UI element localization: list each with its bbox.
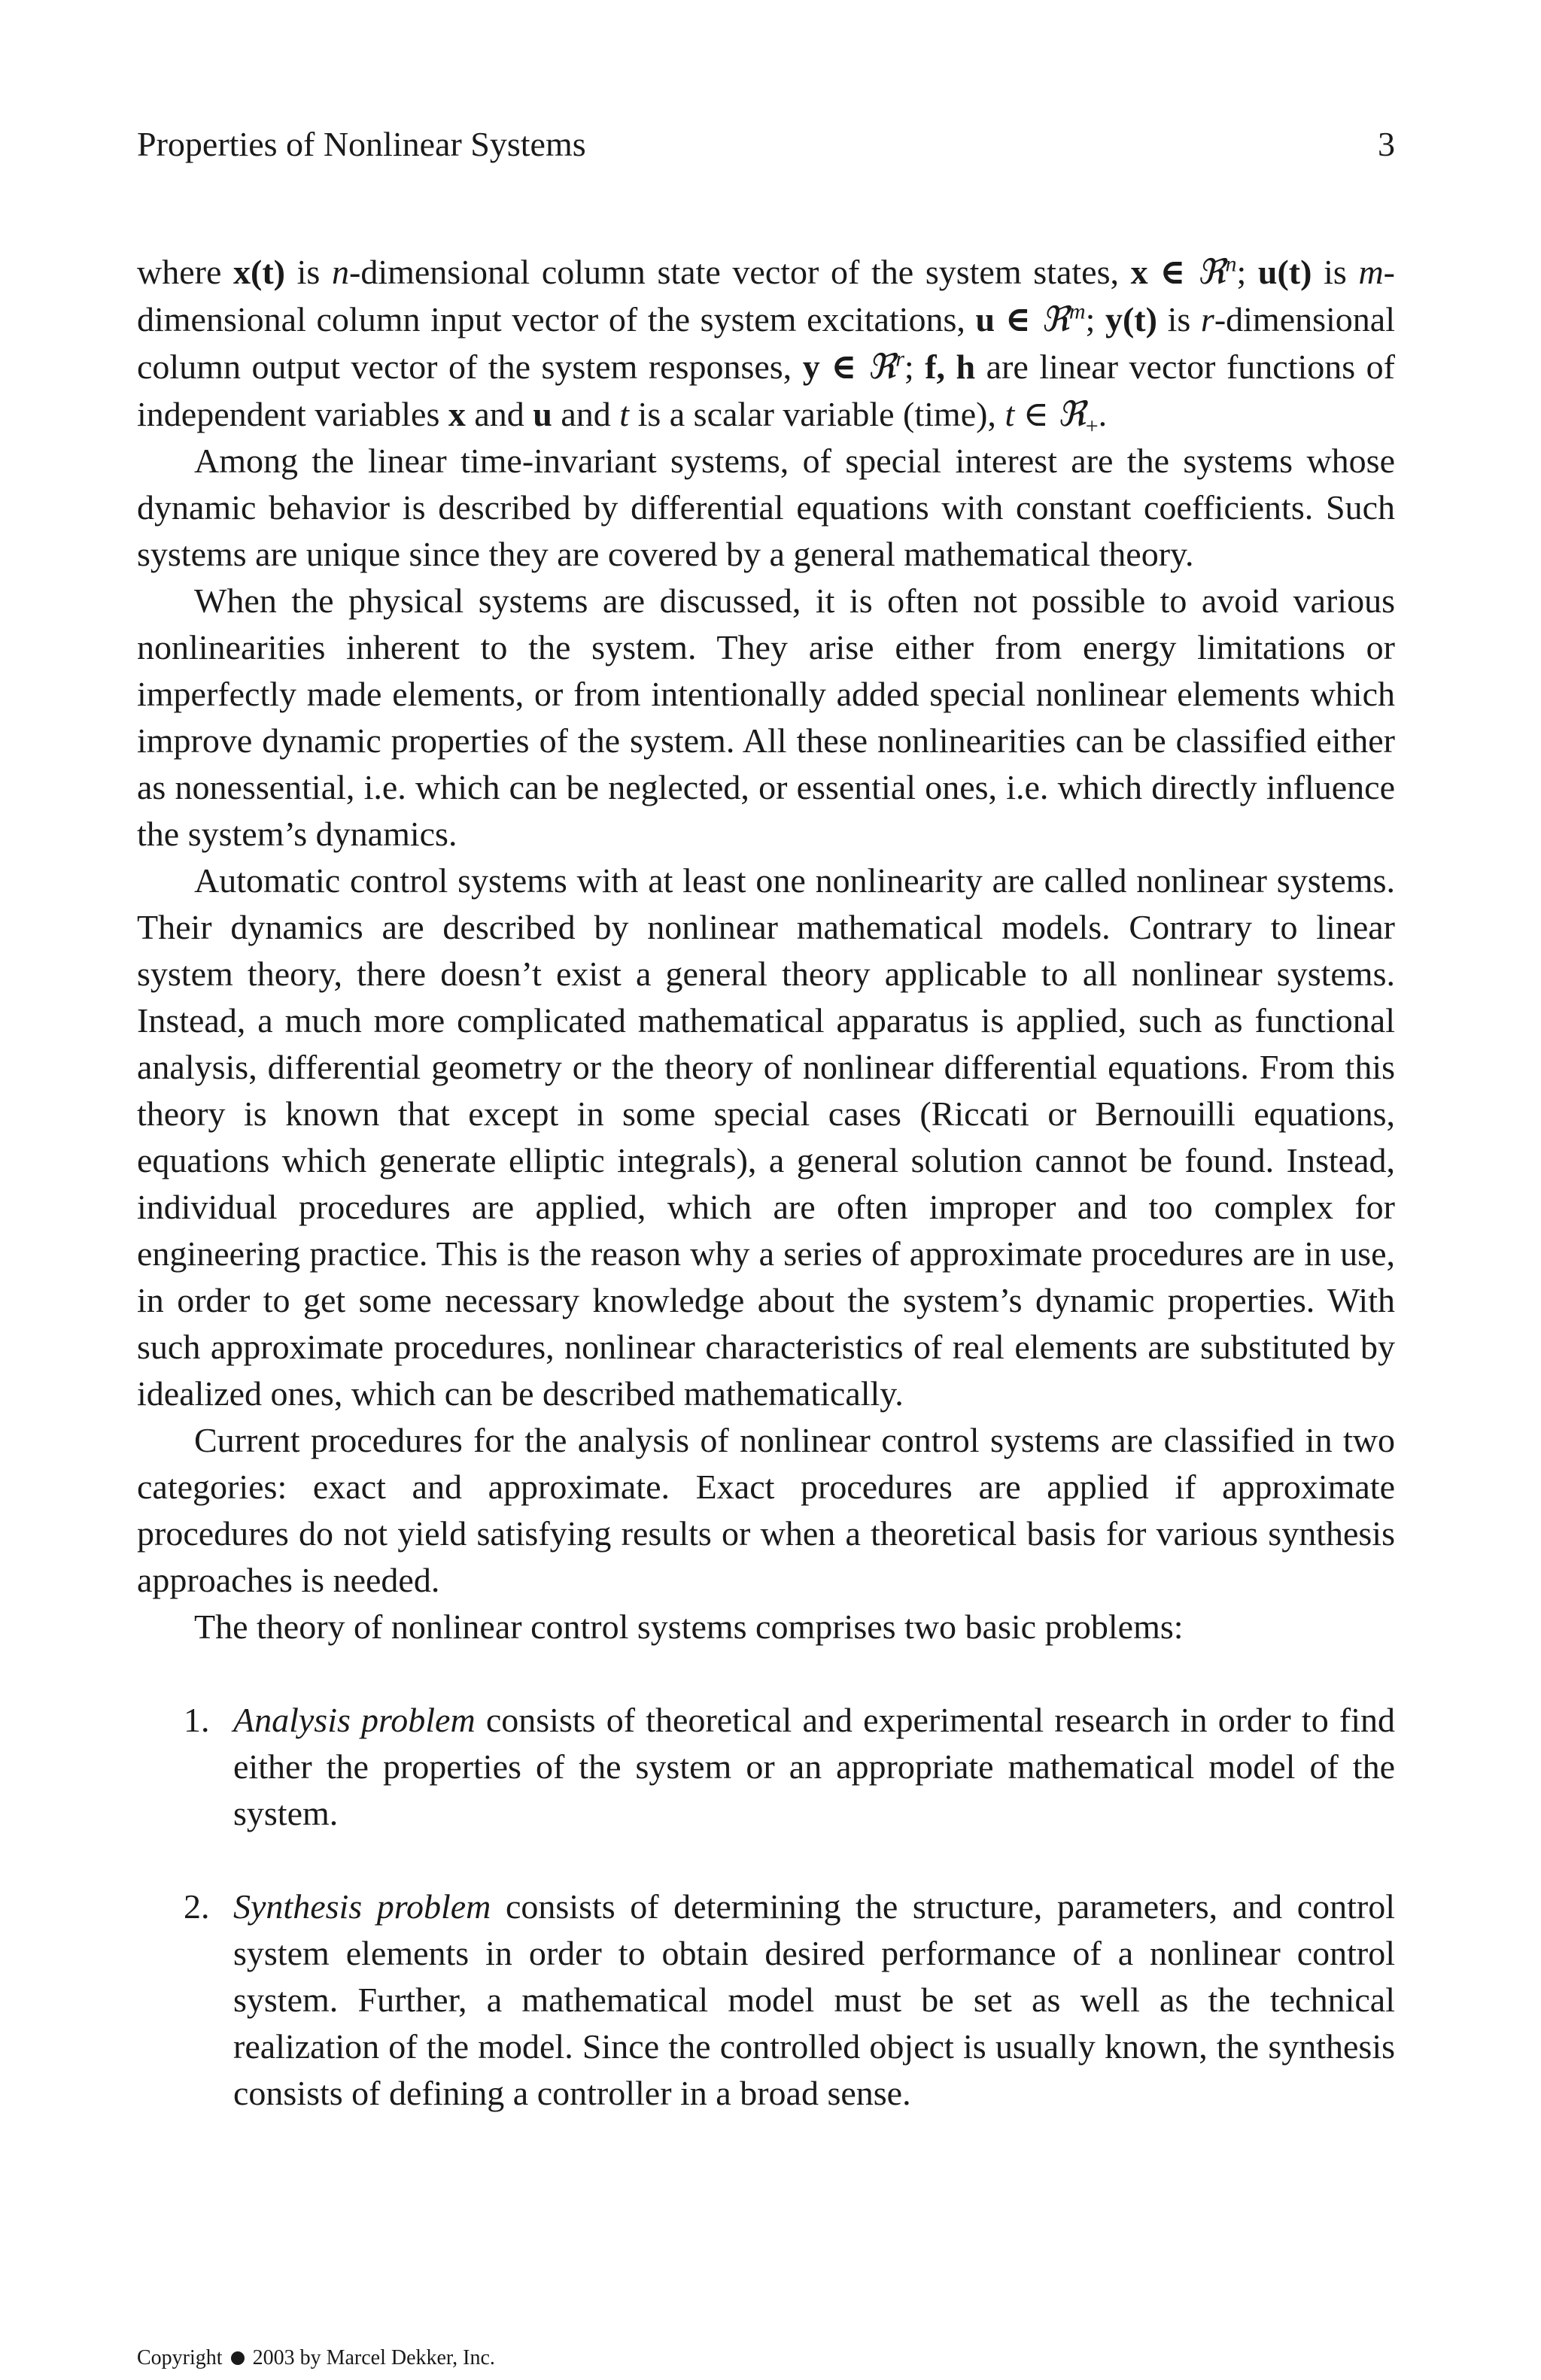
list-item-term: Analysis problem xyxy=(233,1701,476,1739)
paragraph-basic-problems: The theory of nonlinear control systems comprises two basic problems: xyxy=(194,1607,1184,1646)
list-item-term: Synthesis problem xyxy=(233,1887,491,1926)
copyright-footer xyxy=(137,2345,495,2371)
list-item-number: 2. xyxy=(184,1887,210,1926)
list-item-text: consists of theoretical and experimental research in order to find either the properties of the system or an appropriate mathematical model of the system. xyxy=(233,1701,1395,1832)
copyright-text: 2003 by Marcel Dekker, Inc. xyxy=(252,2346,495,2369)
copyright-label: Copyright xyxy=(137,2346,223,2369)
paragraph-state-definitions: where x(t) is n-dimensional column state vector of the system states, x ∈ ℜ$^n$; u(t) is m-dimensional column input vector of the system excitations, u ∈ ℜ$^m$; y(t) is r-dimensional column output vector of the system responses, y ∈ ℜ$^r$; f, h are linear vector functions of independent variables x and u and t is a scalar variable (time), t ∈ ℜ$_+$. xyxy=(137,251,1396,439)
paragraph-linear-systems: Among the linear time-invariant systems, of special interest are the systems whose dynamic behavior is described by differential equations with constant coefficients. Such systems are unique since they are covered by a general mathematical theory. xyxy=(137,442,1395,573)
paragraph-nonlinear-systems: Automatic control systems with at least one nonlinearity are called nonlinear systems. Their dynamics are described by nonlinear mathematical models. Contrary to linear system theory, there doesn’t exist a general theory applicable to all nonlinear systems. Instead, a much more complicated mathematical apparatus is applied, such as functional analysis, differential geometry or the theory of nonlinear differential equations. From this theory is known that except in some special cases (Riccati or Bernouilli equations, equations which generate elliptic integrals), a general solution cannot be found. Instead, individual procedures are applied, which are often improper and too complex for engineering practice. This is the reason why a series of approximate procedures are in use, in order to get some necessary knowledge about the system’s dynamic properties. With such approximate procedures, nonlinear characteristics of real elements are substituted by idealized ones, which can be described mathematically. xyxy=(137,861,1395,1413)
page-number: 3 xyxy=(1378,125,1395,163)
page-body xyxy=(137,248,1395,2163)
paragraph-procedures: Current procedures for the analysis of nonlinear control systems are classified in two categories: exact and approximate. Exact procedures are applied if approximate procedures do not yield satisfying results or when a theoretical basis for various synthesis approaches is needed. xyxy=(137,1421,1395,1599)
copyright-dot-icon xyxy=(231,2351,245,2365)
list-item xyxy=(137,1884,1395,2117)
list-item-text: consists of determining the structure, parameters, and control system elements in order to obtain desired performance of a nonlinear control system. Further, a mathematical model must be set as well as the technical realization of the model. Since the controlled object is usually known, the synthesis consists of defining a controller in a broad sense. xyxy=(233,1887,1395,2112)
list-item-number: 1. xyxy=(184,1701,210,1739)
list-item xyxy=(137,1697,1395,1837)
running-title: Properties of Nonlinear Systems xyxy=(137,125,586,163)
problem-list xyxy=(137,1697,1395,2117)
paragraph-nonlinearities: When the physical systems are discussed, it is often not possible to avoid various nonlinearities inherent to the system. They arise either from energy limitations or imperfectly made elements, or from intentionally added special nonlinear elements which improve dynamic properties of the system. All these nonlinearities can be classified either as nonessential, i.e. which can be neglected, or essential ones, i.e. which directly influence the system’s dynamics. xyxy=(137,581,1395,853)
running-head xyxy=(137,123,1395,165)
